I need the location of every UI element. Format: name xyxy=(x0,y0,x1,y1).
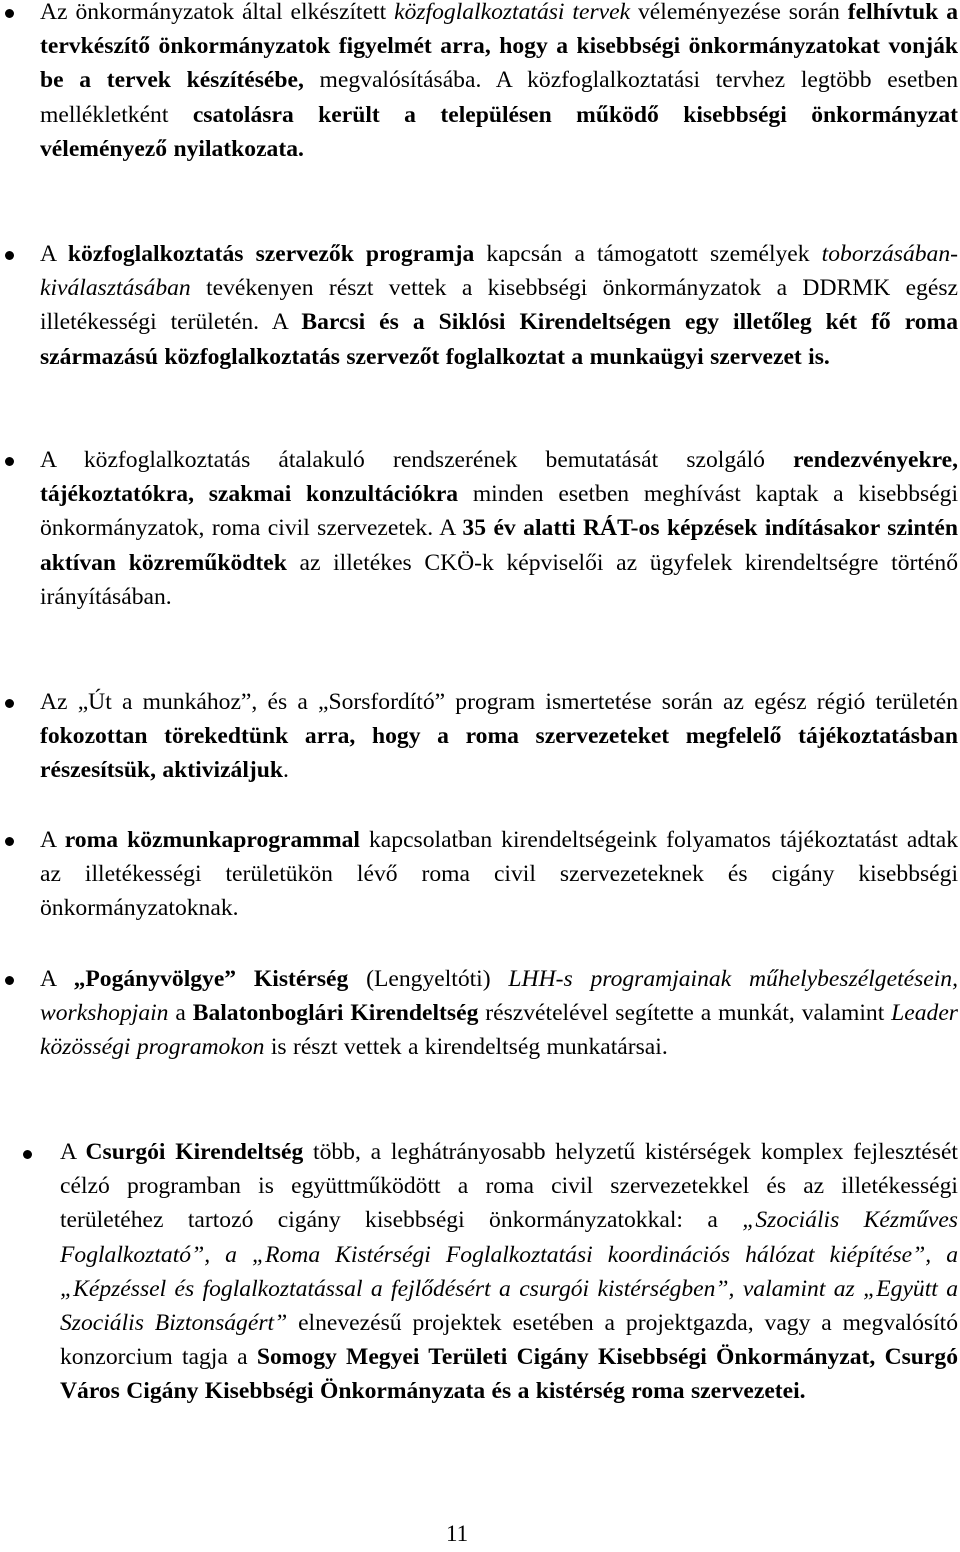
text-run: véleményezése során xyxy=(630,0,848,25)
text-run: „Szociális Kézműves Foglalkoztató”, a „Roma Kistérségi Foglalkoztatási koordinációs hálózat kiépítése”, a „Képzéssel és foglalkoztatással a fejlődésért a csurgói kistérségben”, valamint az „Együtt a Szociális Biztonságért” xyxy=(60,1207,958,1337)
paragraph xyxy=(40,962,958,1065)
text-run: is részt vettek a kirendeltség munkatársai. xyxy=(264,1034,668,1061)
text-run: az illetékes CKÖ-k képviselői az ügyfelek kirendeltségre történő irányításában. xyxy=(40,549,958,610)
text-run: részvételével segítette a munkát, valamint xyxy=(478,1000,892,1027)
text-run: Az önkormányzatok által elkészített xyxy=(40,0,395,25)
text-run: (Lengyeltóti) xyxy=(348,966,509,992)
paragraph xyxy=(40,823,958,926)
bullet-dot xyxy=(5,9,14,18)
bullet-dot xyxy=(5,251,14,260)
text-run: közfoglalkoztatási tervek xyxy=(394,0,631,25)
text-run: felhívtuk a tervkészítő önkormányzatok figyelmét arra, hogy a kisebbségi önkormányzatokat vonják be a tervek készítésébe, xyxy=(40,0,958,94)
paragraph xyxy=(40,0,958,166)
text-run: A közfoglalkoztatás átalakuló rendszerének bemutatását szolgáló xyxy=(40,447,794,473)
bullet-dot xyxy=(5,837,14,846)
text-run: A xyxy=(60,1139,86,1165)
text-run: Barcsi és a Siklósi Kirendeltségen egy illetőleg két fő roma származású közfoglalkoztatás szervezőt foglalkoztat a munkaügyi szervezet is. xyxy=(40,309,959,370)
text-run: Az „Út a munkához”, és a „Sorsfordító” program ismertetése során az egész régió területén xyxy=(40,689,958,715)
text-run: . xyxy=(283,757,289,784)
text-run: csatolásra került a településen működő kisebbségi önkormányzat véleményező nyilatkozata. xyxy=(40,101,959,162)
text-run: Balatonboglári Kirendeltség xyxy=(192,1000,479,1027)
text-run: A xyxy=(40,241,68,267)
text-run: kapcsolatban kirendeltségeink folyamatos tájékoztatást adtak az illetékességi területükön lévő roma civil szervezeteknek és cigány kisebbségi önkormányzatoknak. xyxy=(40,827,959,922)
bullet-dot xyxy=(5,457,14,466)
text-run: tevékenyen részt vettek a kisebbségi önkormányzatok a DDRMK egész illetékességi területén. A xyxy=(40,275,958,336)
text-run: 35 év alatti RÁT-os képzések indításakor szintén aktívan közreműködtek xyxy=(40,515,958,576)
text-run: „Pogányvölgye” Kistérség xyxy=(73,966,349,992)
text-run: toborzásában-kiválasztásában xyxy=(40,241,959,302)
text-run: roma közmunkaprogrammal xyxy=(64,827,360,853)
page-number: 11 xyxy=(446,1521,469,1546)
text-run: minden esetben meghívást kaptak a kisebbségi önkormányzatok, roma civil szervezetek. A xyxy=(40,481,958,542)
text-run: közfoglalkoztatás szervezők programja xyxy=(67,241,475,267)
bullet-dot xyxy=(5,976,14,985)
text-run: Somogy Megyei Területi Cigány Kisebbségi Önkormányzat, Csurgó Város Cigány Kisebbségi Önkormányzata és a kistérség roma szervezetei. xyxy=(60,1344,958,1405)
text-run: Leader közösségi programokon xyxy=(40,1000,958,1061)
paragraph xyxy=(40,237,958,374)
paragraph xyxy=(60,1135,958,1409)
text-run: A xyxy=(40,966,74,992)
text-run: A xyxy=(40,827,65,853)
bullet-dot xyxy=(5,699,14,708)
paragraph xyxy=(40,443,958,614)
text-run: LHH-s programjainak műhelybeszélgetésein, workshopjain xyxy=(40,966,958,1027)
text-run: elnevezésű projektek esetében a projektgazda, vagy a megvalósító konzorcium tagja a xyxy=(60,1310,958,1371)
text-run: Csurgói Kirendeltség xyxy=(85,1139,304,1165)
paragraph xyxy=(40,685,958,788)
text-run: fokozottan törekedtünk arra, hogy a roma szervezeteket megfelelő tájékoztatásban részesítsük, aktivizáljuk xyxy=(40,723,958,784)
text-run: több, a leghátrányosabb helyzetű kistérségek komplex fejlesztését célzó programban is együttműködött a roma civil szervezetekkel és az illetékességi területéhez tartozó cigány kisebbségi önkormányzatokkal: a xyxy=(60,1139,958,1234)
text-run: rendezvényekre, tájékoztatókra, szakmai konzultációkra xyxy=(40,447,958,508)
text-run: kapcsán a támogatott személyek xyxy=(474,241,822,267)
text-run: megvalósításába. A közfoglalkoztatási tervhez legtöbb esetben mellékletként xyxy=(40,67,958,128)
bullet-dot xyxy=(23,1150,32,1159)
text-run: a xyxy=(168,1000,193,1027)
